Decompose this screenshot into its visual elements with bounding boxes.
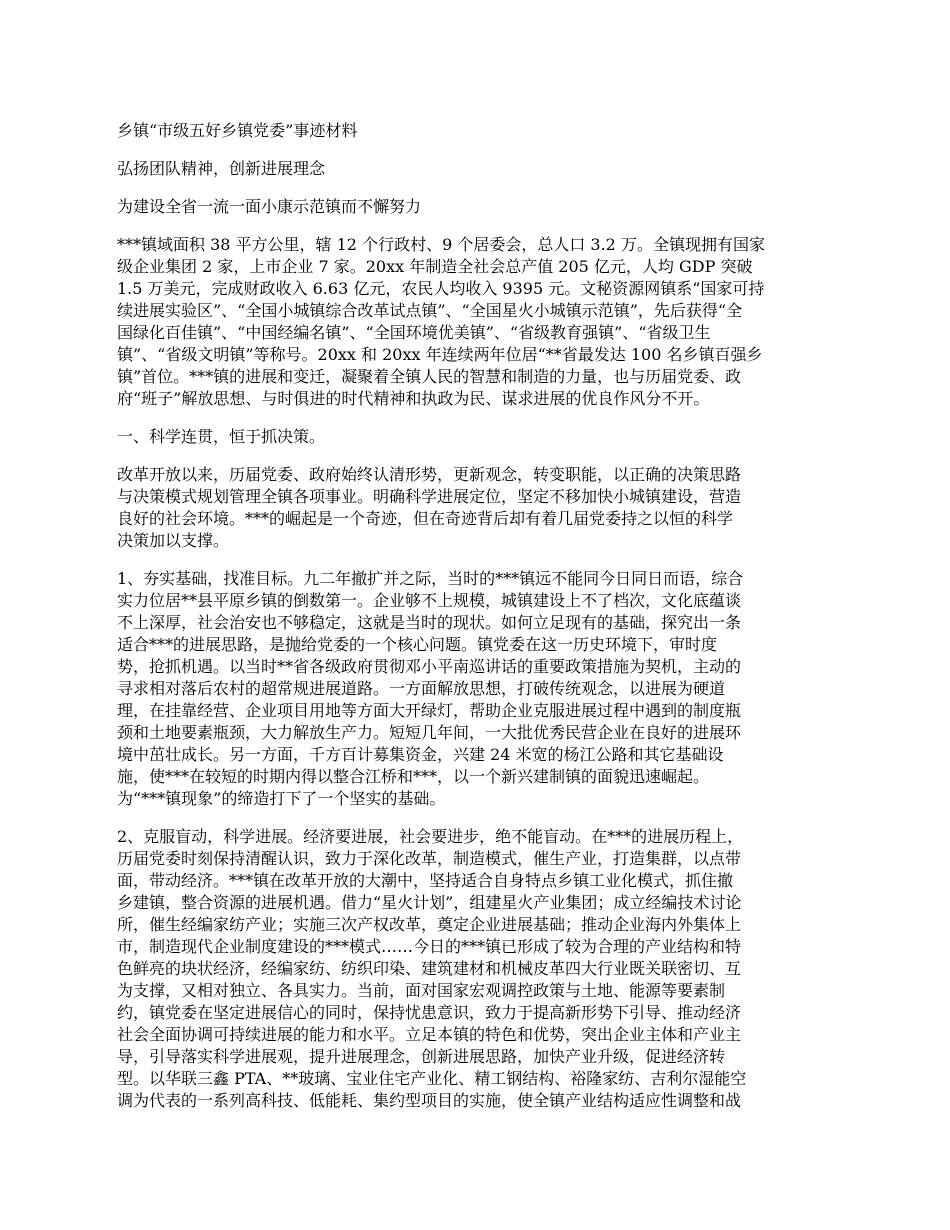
document-subtitle-1: 弘扬团队精神，创新进展理念 <box>117 159 326 178</box>
paragraph-line: 色鲜亮的块状经济，经编家纺、纺织印染、建筑建材和机械皮革四大行业既关联密切、互 <box>117 959 742 978</box>
paragraph-line: 1、夯实基础，找准目标。九二年撤扩并之际，当时的***镇远不能同今日同日而语，综合 <box>117 569 744 588</box>
section-1-intro-paragraph <box>117 464 843 552</box>
paragraph-line: 社会全面协调可持续进展的能力和水平。立足本镇的特色和优势，突出企业主体和产业主 <box>117 1025 742 1044</box>
paragraph-line: 续进展实验区”、“全国小城镇综合改革试点镇”、“全国星火小城镇示范镇”，先后获得“全 <box>117 301 743 320</box>
paragraph-line: 改革开放以来，历届党委、政府始终认清形势，更新观念，转变职能，以正确的决策思路 <box>117 465 742 484</box>
paragraph-line: 历届党委时刻保持清醒认识，致力于深化改革，制造模式，催生产业，打造集群，以点带 <box>117 849 742 868</box>
point-2-paragraph <box>117 826 843 1112</box>
paragraph-line: 1.5 万美元，完成财政收入 6.63 亿元，农民人均收入 9395 元。文秘资源网镇系“国家可持 <box>117 279 765 298</box>
paragraph-line: 理，在挂靠经营、企业项目用地等方面大开绿灯，帮助企业克服进展过程中遇到的制度瓶 <box>117 701 742 720</box>
section-1-heading: 一、科学连贯，恒于抓决策。 <box>117 427 326 446</box>
paragraph-line: 国绿化百佳镇”、“中国经编名镇”、“全国环境优美镇”、“省级教育强镇”、“省级卫生 <box>117 323 711 342</box>
paragraph-line: 调为代表的一系列高科技、低能耗、集约型项目的实施，使全镇产业结构适应性调整和战 <box>117 1091 742 1110</box>
paragraph-line: 2、克服盲动，科学进展。经济要进展，社会要进步，绝不能盲动。在***的进展历程上， <box>117 827 744 846</box>
paragraph-line: 境中茁壮成长。另一方面，千方百计募集资金，兴建 24 米宽的杨江公路和其它基础设 <box>117 745 724 764</box>
document-subtitle-2: 为建设全省一流一面小康示范镇而不懈努力 <box>117 197 422 216</box>
paragraph-line: 决策加以支撑。 <box>117 531 230 550</box>
document-title: 乡镇“市级五好乡镇党委”事迹材料 <box>117 121 358 140</box>
paragraph-line: 导，引导落实科学进展观，提升进展理念，创新进展思路，加快产业升级，促进经济转 <box>117 1047 726 1066</box>
intro-paragraph <box>117 234 843 410</box>
paragraph-line: 所，催生经编家纺产业；实施三次产权改革，奠定企业进展基础；推动企业海内外集体上 <box>117 915 742 934</box>
paragraph-line: 不上深厚，社会治安也不够稳定，这就是当时的现状。如何立足现有的基础，探究出一条 <box>117 613 742 632</box>
paragraph-line: 施，使***在较短的时期内得以整合江桥和***，以一个新兴建制镇的面貌迅速崛起。 <box>117 767 710 786</box>
paragraph-line: 与决策模式规划管理全镇各项事业。明确科学进展定位，坚定不移加快小城镇建设，营造 <box>117 487 742 506</box>
paragraph-line: 势，抢抓机遇。以当时**省各级政府贯彻邓小平南巡讲话的重要政策措施为契机，主动的 <box>117 657 742 676</box>
paragraph-line: 实力位居**县平原乡镇的倒数第一。企业够不上规模，城镇建设上不了档次，文化底蕴谈 <box>117 591 742 610</box>
point-1-paragraph <box>117 568 843 810</box>
paragraph-line: 约，镇党委在坚定进展信心的同时，保持忧患意识，致力于提高新形势下引导、推动经济 <box>117 1003 742 1022</box>
paragraph-line: 型。以华联三鑫 PTA、**玻璃、宝业住宅产业化、精工钢结构、裕隆家纺、吉利尔湿能空 <box>117 1069 747 1088</box>
paragraph-line: 适合***的进展思路，是抛给党委的一个核心问题。镇党委在这一历史环境下，审时度 <box>117 635 718 654</box>
paragraph-line: 为“***镇现象”的缔造打下了一个坚实的基础。 <box>117 789 446 808</box>
paragraph-line: 为支撑，又相对独立、各具实力。当前，面对国家宏观调控政策与土地、能源等要素制 <box>117 981 726 1000</box>
paragraph-line: 颈和土地要素瓶颈，大力解放生产力。短短几年间，一大批优秀民营企业在良好的进展环 <box>117 723 742 742</box>
paragraph-line: 级企业集团 2 家，上市企业 7 家。20xx 年制造全社会总产值 205 亿元，人均 GDP 突破 <box>117 257 753 276</box>
paragraph-line: 面，带动经济。***镇在改革开放的大潮中，坚持适合自身特点乡镇工业化模式，抓住撤 <box>117 871 734 890</box>
paragraph-line: 府“班子”解放思想、与时俱进的时代精神和执政为民、谋求进展的优良作风分不开。 <box>117 389 710 408</box>
paragraph-line: 乡建镇，整合资源的进展机遇。借力“星火计划”，组建星火产业集团；成立经编技术讨论 <box>117 893 742 912</box>
paragraph-line: ***镇域面积 38 平方公里，辖 12 个行政村、9 个居委会，总人口 3.2 万。全镇现拥有国家 <box>117 235 765 254</box>
paragraph-line: 镇”、“省级文明镇”等称号。20xx 和 20xx 年连续两年位居“**省最发达 100 名乡镇百强乡 <box>117 345 763 364</box>
paragraph-line: 寻求相对落后农村的超常规进展道路。一方面解放思想，打破传统观念，以进展为硬道 <box>117 679 726 698</box>
paragraph-line: 镇”首位。***镇的进展和变迁，凝聚着全镇人民的智慧和制造的力量，也与历届党委、政 <box>117 367 742 386</box>
paragraph-line: 市，制造现代企业制度建设的***模式……今日的***镇已形成了较为合理的产业结构和特 <box>117 937 742 956</box>
paragraph-line: 良好的社会环境。***的崛起是一个奇迹，但在奇迹背后却有着几届党委持之以恒的科学 <box>117 509 734 528</box>
document-page <box>117 120 843 1128</box>
